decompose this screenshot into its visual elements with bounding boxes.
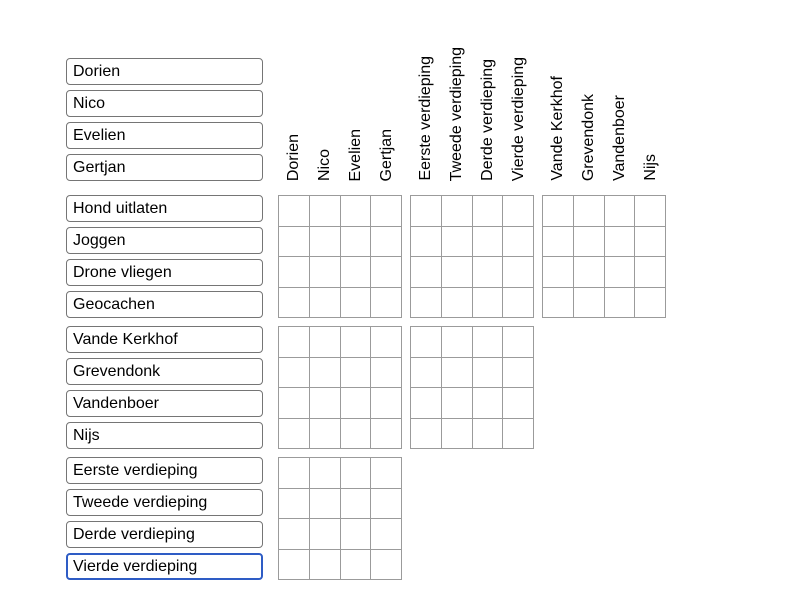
grid-cell[interactable] [503,327,534,358]
grid-cell[interactable] [279,519,310,550]
label-box-nijs[interactable]: Nijs [66,422,263,449]
grid-cell[interactable] [341,196,372,227]
column-headers-names [278,8,402,183]
column-header-derde-verdieping: Derde verdieping [478,59,496,181]
column-header-tweede-verdieping: Tweede verdieping [447,46,465,181]
grid-cell[interactable] [310,489,341,520]
column-header-cell [441,47,472,181]
grid-cell[interactable] [341,458,372,489]
column-header-cell [340,129,371,181]
label-box-vandenboer[interactable]: Vandenboer [66,390,263,417]
grid-cell[interactable] [605,288,636,319]
grid-cell[interactable] [371,257,402,288]
grid-cell[interactable] [503,196,534,227]
grid-cell[interactable] [341,419,372,450]
grid-cell[interactable] [543,288,574,319]
grid-cell[interactable] [605,257,636,288]
grid-cell[interactable] [341,388,372,419]
grid-cell[interactable] [279,358,310,389]
label-box-gertjan[interactable]: Gertjan [66,154,263,181]
grid-cell[interactable] [411,327,442,358]
column-header-eerste-verdieping: Eerste verdieping [416,56,434,181]
grid-cell[interactable] [341,550,372,581]
grid-cell[interactable] [279,419,310,450]
label-box-joggen[interactable]: Joggen [66,227,263,254]
grid-cell[interactable] [341,227,372,258]
grid-cell[interactable] [473,196,504,227]
column-header-evelien: Evelien [346,128,364,181]
column-header-gertjan: Gertjan [377,128,395,181]
grid-cell[interactable] [605,196,636,227]
grid-cell[interactable] [279,388,310,419]
column-header-cell [542,76,573,181]
grid-cell[interactable] [442,196,473,227]
grid-cell[interactable] [371,196,402,227]
grid-block-surnames-vs-floors [410,326,534,449]
grid-cell[interactable] [442,227,473,258]
grid-cell[interactable] [473,358,504,389]
column-header-cell [503,57,534,181]
grid-cell[interactable] [310,196,341,227]
row-labels-floors [66,457,263,580]
column-header-cell [472,59,503,181]
row-labels-activities [66,195,263,318]
column-header-vierde-verdieping: Vierde verdieping [509,56,527,181]
grid-cell[interactable] [279,550,310,581]
label-box-derde-verdieping[interactable]: Derde verdieping [66,521,263,548]
grid-cell[interactable] [341,489,372,520]
grid-cell[interactable] [473,288,504,319]
grid-block-surnames-vs-names [278,326,402,449]
grid-cell[interactable] [503,257,534,288]
grid-cell[interactable] [543,257,574,288]
grid-block-floors-vs-names [278,457,402,580]
column-header-cell [278,134,309,181]
column-header-cell [309,149,340,181]
grid-cell[interactable] [371,489,402,520]
label-box-hond-uitlaten[interactable]: Hond uitlaten [66,195,263,222]
grid-cell[interactable] [310,519,341,550]
grid-cell[interactable] [279,489,310,520]
grid-cell[interactable] [341,519,372,550]
label-box-drone-vliegen[interactable]: Drone vliegen [66,259,263,286]
grid-cell[interactable] [371,227,402,258]
grid-cell[interactable] [635,227,666,258]
grid-cell[interactable] [503,227,534,258]
grid-cell[interactable] [473,419,504,450]
column-headers-floors [410,8,534,183]
grid-cell[interactable] [503,358,534,389]
grid-cell[interactable] [279,257,310,288]
grid-cell[interactable] [411,227,442,258]
label-box-tweede-verdieping[interactable]: Tweede verdieping [66,489,263,516]
label-box-geocachen[interactable]: Geocachen [66,291,263,318]
grid-cell[interactable] [442,388,473,419]
grid-cell[interactable] [503,288,534,319]
grid-cell[interactable] [442,288,473,319]
label-box-evelien[interactable]: Evelien [66,122,263,149]
grid-cell[interactable] [635,196,666,227]
grid-cell[interactable] [371,419,402,450]
grid-cell[interactable] [411,288,442,319]
grid-cell[interactable] [543,227,574,258]
corner-category-labels [66,8,263,183]
label-box-vande-kerkhof[interactable]: Vande Kerkhof [66,326,263,353]
column-header-cell [371,129,402,181]
grid-cell[interactable] [371,358,402,389]
column-header-cell [573,94,604,181]
grid-cell[interactable] [473,388,504,419]
row-labels-surnames [66,326,263,449]
grid-cell[interactable] [411,196,442,227]
grid-block-activities-vs-surnames [542,195,666,318]
grid-cell[interactable] [279,458,310,489]
grid-cell[interactable] [371,388,402,419]
grid-block-activities-vs-floors [410,195,534,318]
grid-cell[interactable] [574,227,605,258]
grid-cell[interactable] [310,288,341,319]
grid-cell[interactable] [310,419,341,450]
grid-cell[interactable] [473,327,504,358]
grid-cell[interactable] [310,388,341,419]
grid-cell[interactable] [411,358,442,389]
grid-cell[interactable] [279,196,310,227]
grid-cell[interactable] [341,358,372,389]
label-box-grevendonk[interactable]: Grevendonk [66,358,263,385]
grid-cell[interactable] [605,227,636,258]
grid-cell[interactable] [543,196,574,227]
grid-cell[interactable] [442,419,473,450]
grid-cell[interactable] [442,257,473,288]
grid-cell[interactable] [442,327,473,358]
column-header-cell [635,154,666,181]
grid-cell[interactable] [310,358,341,389]
column-header-vandenboer: Vandenboer [610,95,628,181]
grid-cell[interactable] [279,227,310,258]
grid-cell[interactable] [310,227,341,258]
grid-cell[interactable] [411,419,442,450]
logic-puzzle-board [66,8,666,580]
label-box-vierde-verdieping[interactable]: Vierde verdieping [66,553,263,580]
label-box-eerste-verdieping[interactable]: Eerste verdieping [66,457,263,484]
grid-cell[interactable] [310,257,341,288]
grid-cell[interactable] [279,288,310,319]
grid-cell[interactable] [574,196,605,227]
grid-cell[interactable] [310,550,341,581]
grid-cell[interactable] [341,288,372,319]
column-header-dorien: Dorien [284,133,302,181]
column-header-nico: Nico [315,148,333,181]
grid-cell[interactable] [371,458,402,489]
grid-cell[interactable] [371,288,402,319]
column-header-nijs: Nijs [641,154,659,181]
grid-cell[interactable] [341,327,372,358]
grid-cell[interactable] [371,550,402,581]
grid-cell[interactable] [503,419,534,450]
grid-cell[interactable] [503,388,534,419]
label-box-nico[interactable]: Nico [66,90,263,117]
column-header-cell [410,56,441,181]
label-box-dorien[interactable]: Dorien [66,58,263,85]
grid-cell[interactable] [411,388,442,419]
column-header-vande-kerkhof: Vande Kerkhof [548,76,566,181]
grid-cell[interactable] [473,227,504,258]
grid-cell[interactable] [310,458,341,489]
column-headers-surnames [542,8,666,183]
grid-cell[interactable] [341,257,372,288]
grid-cell[interactable] [371,519,402,550]
grid-cell[interactable] [635,288,666,319]
grid-block-activities-vs-names [278,195,402,318]
grid-cell[interactable] [279,327,310,358]
grid-cell[interactable] [473,257,504,288]
grid-cell[interactable] [442,358,473,389]
grid-cell[interactable] [574,257,605,288]
grid-cell[interactable] [371,327,402,358]
column-header-grevendonk: Grevendonk [579,93,597,181]
grid-cell[interactable] [635,257,666,288]
grid-cell[interactable] [574,288,605,319]
grid-cell[interactable] [411,257,442,288]
column-header-cell [604,95,635,181]
grid-cell[interactable] [310,327,341,358]
